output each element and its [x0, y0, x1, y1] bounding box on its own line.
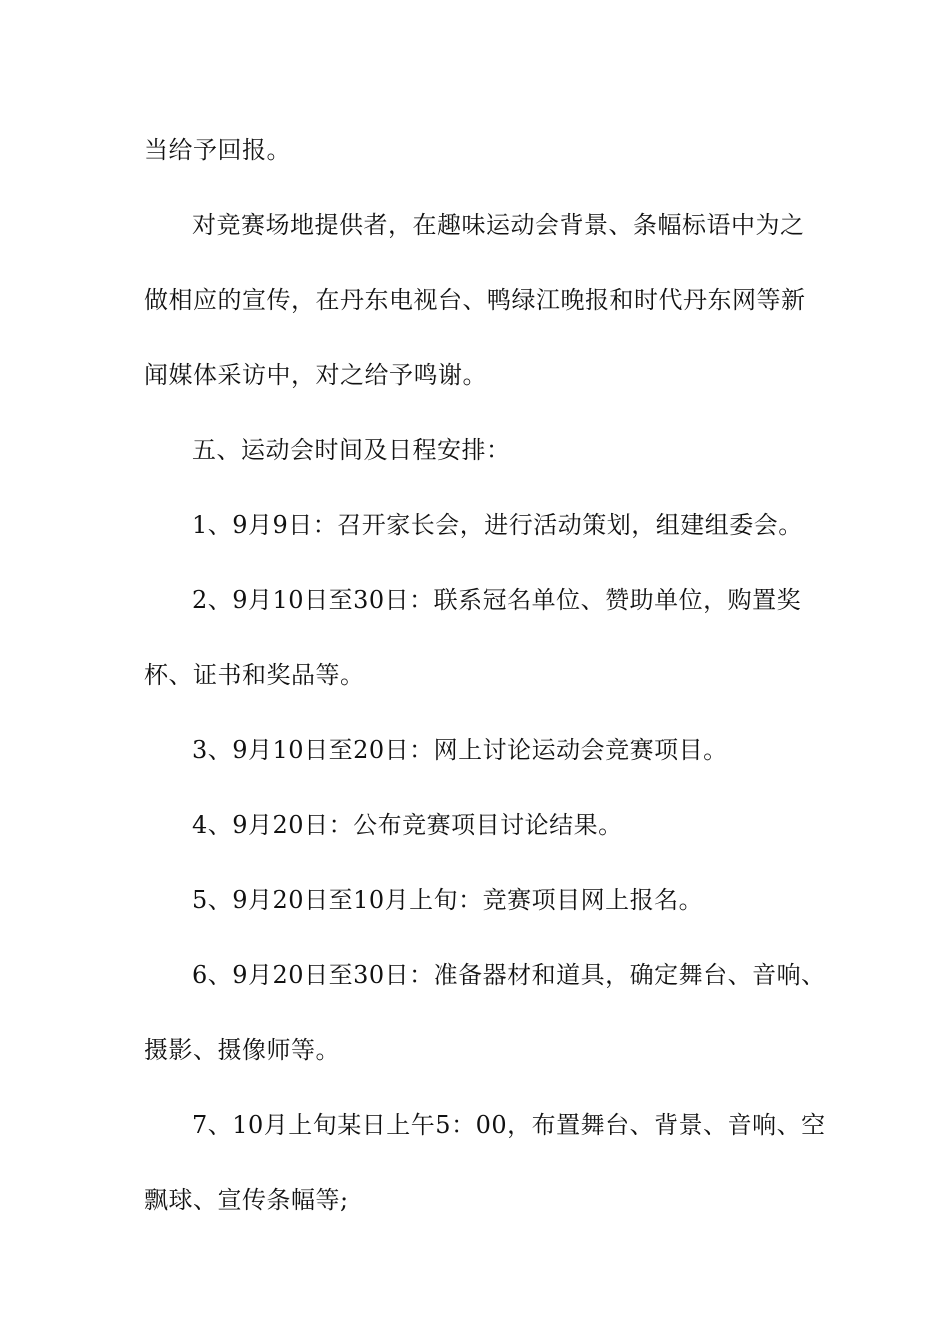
text-line-1: 当给予回报。: [144, 136, 291, 164]
schedule-item-6-continued: 摄影、摄像师等。: [144, 1036, 340, 1064]
schedule-item-7: 7、10月上旬某日上午5：00，布置舞台、背景、音响、空: [192, 1111, 826, 1139]
text-line-2: 对竞赛场地提供者，在趣味运动会背景、条幅标语中为之: [192, 211, 805, 239]
schedule-item-2: 2、9月10日至30日：联系冠名单位、赞助单位，购置奖: [192, 586, 802, 614]
schedule-item-4: 4、9月20日：公布竞赛项目讨论结果。: [192, 811, 623, 839]
text-line-3: 做相应的宣传，在丹东电视台、鸭绿江晚报和时代丹东网等新: [144, 286, 806, 314]
text-line-4: 闻媒体采访中，对之给予鸣谢。: [144, 361, 487, 389]
section-heading-schedule: 五、运动会时间及日程安排：: [192, 436, 511, 464]
schedule-item-6: 6、9月20日至30日：准备器材和道具，确定舞台、音响、: [192, 961, 826, 989]
schedule-item-2-continued: 杯、证书和奖品等。: [144, 661, 365, 689]
schedule-item-3: 3、9月10日至20日：网上讨论运动会竞赛项目。: [192, 736, 728, 764]
schedule-item-1: 1、9月9日：召开家长会，进行活动策划，组建组委会。: [192, 511, 803, 539]
schedule-item-7-continued: 飘球、宣传条幅等;: [144, 1186, 349, 1214]
schedule-item-5: 5、9月20日至10月上旬：竞赛项目网上报名。: [192, 886, 704, 914]
